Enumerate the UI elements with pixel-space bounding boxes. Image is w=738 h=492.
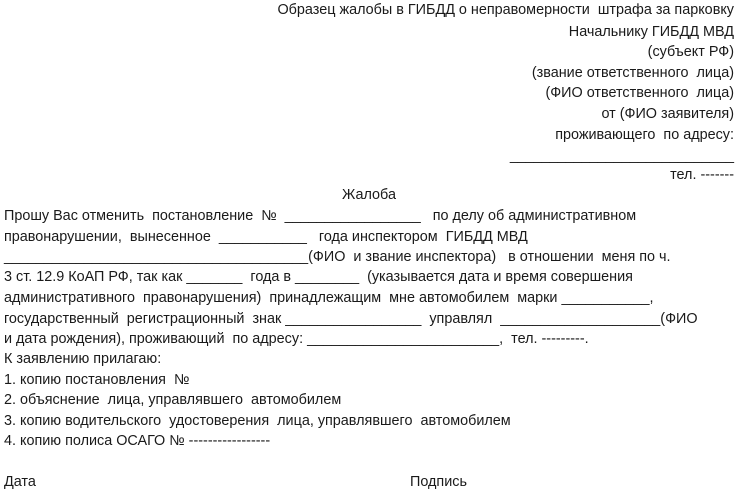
- body-line: и дата рождения), проживающий по адресу: ________________________, тел. ---------.: [4, 331, 589, 347]
- residence-line: проживающего по адресу:: [555, 127, 734, 143]
- region-line: (субъект РФ): [647, 44, 734, 60]
- attachment-item: 1. копию постановления №: [4, 372, 190, 388]
- phone-line: тел. -------: [670, 167, 734, 183]
- attachment-item: 3. копию водительского удостоверения лица, управлявшего автомобилем: [4, 413, 511, 429]
- official-name-line: (ФИО ответственного лица): [545, 85, 734, 101]
- recipient-line: Начальнику ГИБДД МВД: [568, 24, 734, 40]
- complaint-title: Жалоба: [342, 187, 396, 203]
- applicant-line: от (ФИО заявителя): [601, 106, 734, 122]
- body-line: Прошу Вас отменить постановление № _________________ по делу об административном: [4, 208, 637, 224]
- date-label: Дата: [4, 474, 36, 490]
- body-line: правонарушении, вынесенное ___________ года инспектором ГИБДД МВД: [4, 229, 528, 245]
- body-line: административного правонарушения) принадлежащим мне автомобилем марки ___________,: [4, 290, 654, 306]
- attachments-heading: К заявлению прилагаю:: [4, 351, 162, 367]
- rank-line: (звание ответственного лица): [531, 65, 734, 81]
- body-line: 3 ст. 12.9 КоАП РФ, так как _______ года в ________ (указывается дата и время совершения: [4, 269, 633, 285]
- document-heading: Образец жалобы в ГИБДД о неправомерности штрафа за парковку: [277, 2, 734, 18]
- body-line: государственный регистрационный знак _________________ управлял ____________________(ФИО: [4, 311, 698, 327]
- signature-label: Подпись: [410, 474, 467, 490]
- address-blank: ____________________________: [509, 148, 734, 164]
- body-line: ______________________________________(ФИО и звание инспектора) в отношении меня по ч.: [4, 249, 671, 265]
- attachment-item: 4. копию полиса ОСАГО № -----------------: [4, 433, 271, 449]
- attachment-item: 2. объяснение лица, управлявшего автомобилем: [4, 392, 342, 408]
